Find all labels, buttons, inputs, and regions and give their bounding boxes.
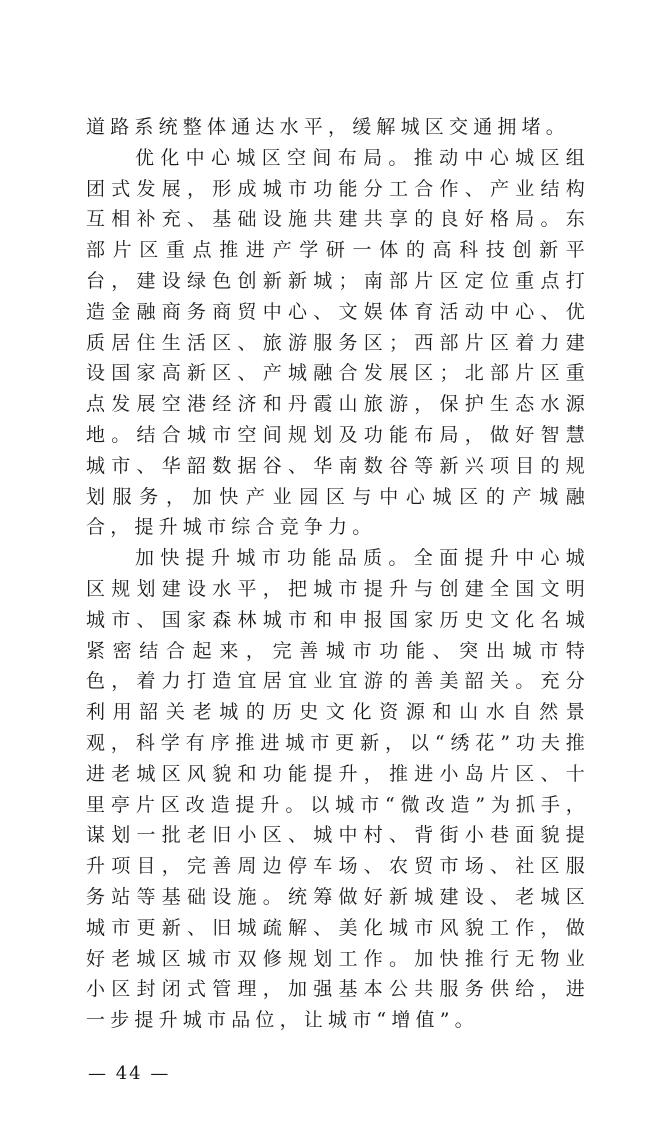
paragraph-continued: 道路系统整体通达水平，缓解城区交通拥堵。 <box>86 116 571 138</box>
paragraph-optimize-layout: 优化中心城区空间布局。推动中心城区组团式发展，形成城市功能分工合作、产业结构互相补充、基础设施共建共享的良好格局。东部片区重点推进产学研一体的高科技创新平台，建设绿色创新新城；南部片区定位重点打造金融商务商贸中心、文娱体育活动中心、优质居住生活区、旅游服务区；西部片区着力建设国家高新区、产城融合发展区；北部片区重点发展空港经济和丹霞山旅游，保护生态水源地。结合城市空间规划及功能布局，做好智慧城市、华韶数据谷、华南数谷等新兴项目的规划服务，加快产业园区与中心城区的产城融合，提升城市综合竞争力。 <box>86 146 590 539</box>
paragraph-improve-quality: 加快提升城市功能品质。全面提升中心城区规划建设水平，把城市提升与创建全国文明城市、国家森林城市和申报国家历史文化名城紧密结合起来，完善城市功能、突出城市特色，着力打造宜居宜业宜游的善美韶关。充分利用韶关老城的历史文化资源和山水自然景观，科学有序推进城市更新，以“绣花”功夫推进老城区风貌和功能提升，推进小岛片区、十里亭片区改造提升。以城市“微改造”为抓手，谋划一批老旧小区、城中村、背街小巷面貌提升项目，完善周边停车场、农贸市场、社区服务站等基础设施。统筹做好新城建设、老城区城市更新、旧城疏解、美化城市风貌工作，做好老城区城市双修规划工作。加快推行无物业小区封闭式管理，加强基本公共服务供给，进一步提升城市品位，让城市“增值”。 <box>86 547 590 1032</box>
document-body <box>86 112 590 1036</box>
page-number: — 44 — <box>88 1062 171 1084</box>
